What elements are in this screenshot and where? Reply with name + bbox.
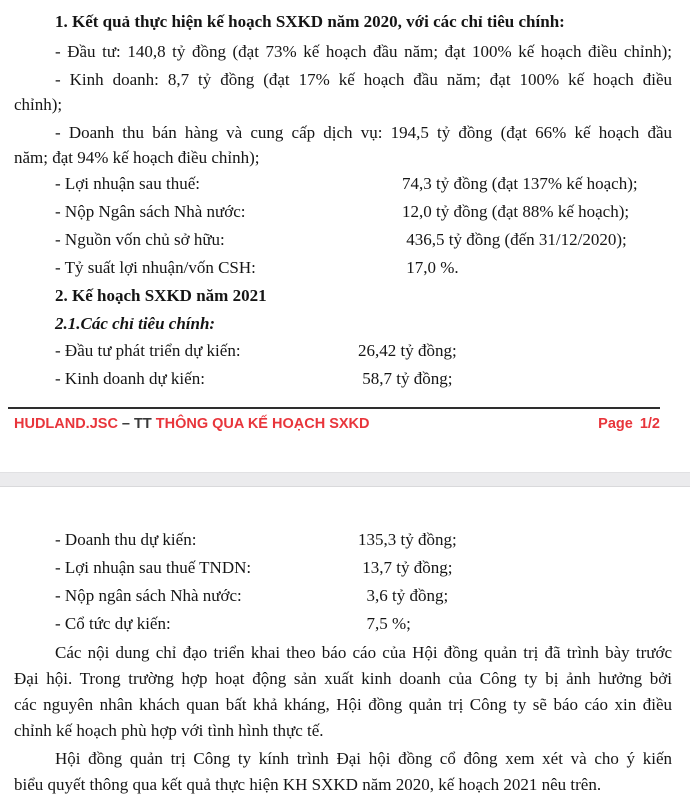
paragraph-line: biểu quyết thông qua kết quả thực hiện KH SXKD năm 2020, kế hoạch 2021 nêu trên. — [14, 775, 602, 794]
section-2-heading: 2. Kế hoạch SXKD năm 2021 — [55, 286, 267, 305]
metric-value: 74,3 tỷ đồng (đạt 137% kế hoạch); — [402, 174, 638, 193]
footer-doc-title: THÔNG QUA KẾ HOẠCH SXKD — [155, 416, 370, 432]
plan-value: 13,7 tỷ đồng; — [358, 558, 453, 577]
metric-value: 436,5 tỷ đồng (đến 31/12/2020); — [402, 230, 627, 249]
page-separator — [0, 472, 690, 487]
footer-rule — [8, 407, 660, 409]
paragraph-guidance — [14, 640, 672, 744]
paragraph-line: chỉnh kế hoạch phù hợp với tình hình thực tế. — [14, 721, 324, 740]
metric-label: - Nộp Ngân sách Nhà nước: — [55, 202, 246, 221]
plan-value: 7,5 %; — [358, 614, 411, 633]
metric-row — [14, 198, 672, 226]
metric-row — [14, 226, 672, 254]
paragraph-submission — [14, 746, 672, 798]
business-line-1: - Kinh doanh: 8,7 tỷ đồng (đạt 17% kế hoạch đầu năm; đạt 100% kế hoạch điều — [55, 70, 672, 89]
metric-label: - Lợi nhuận sau thuế: — [55, 174, 200, 193]
footer-company: HUDLAND.JSC — [14, 416, 118, 432]
plan-label: - Lợi nhuận sau thuế TNDN: — [55, 558, 252, 577]
paragraph-line: Đại hội. Trong trường hợp hoạt động sản xuất kinh doanh của Công ty bị ảnh hưởng bởi — [14, 669, 672, 688]
metric-row — [14, 170, 672, 198]
plan-value: 58,7 tỷ đồng; — [358, 369, 453, 388]
footer-page-value: 1/2 — [639, 416, 660, 432]
plan-row — [14, 526, 672, 554]
metric-label: - Tỷ suất lợi nhuận/vốn CSH: — [55, 258, 256, 277]
paragraph-line: Hội đồng quản trị Công ty kính trình Đại hội đồng cổ đông xem xét và cho ý kiến — [55, 749, 672, 768]
plan-row — [14, 337, 672, 365]
metric-label: - Nguồn vốn chủ sở hữu: — [55, 230, 225, 249]
plan-value: 26,42 tỷ đồng; — [358, 341, 457, 360]
plan-label: - Cổ tức dự kiến: — [55, 614, 171, 633]
plan-label: - Đầu tư phát triển dự kiến: — [55, 341, 241, 360]
investment-line: - Đầu tư: 140,8 tỷ đồng (đạt 73% kế hoạch đầu năm; đạt 100% kế hoạch điều chỉnh); — [55, 42, 672, 61]
footer-separator: – TT — [121, 416, 152, 432]
metric-value: 17,0 %. — [402, 258, 459, 277]
plan-row — [14, 365, 672, 393]
paragraph-line: các nguyên nhân khách quan bất khả kháng, Hội đồng quản trị Công ty sẽ báo cáo xin điều — [14, 695, 672, 714]
paragraph-line: Các nội dung chỉ đạo triển khai theo báo cáo của Hội đồng quản trị đã trình bày trước — [55, 643, 672, 662]
footer-page-number — [598, 416, 660, 432]
plan-value: 3,6 tỷ đồng; — [358, 586, 449, 605]
footer-doc-info — [14, 416, 369, 432]
metric-value: 12,0 tỷ đồng (đạt 88% kế hoạch); — [402, 202, 630, 221]
revenue-line-2: năm; đạt 94% kế hoạch điều chỉnh); — [14, 148, 260, 167]
plan-row — [14, 610, 672, 638]
footer-page-label: Page — [598, 416, 633, 432]
page-footer — [8, 407, 660, 432]
business-line-2: chỉnh); — [14, 95, 63, 114]
plan-label: - Nộp ngân sách Nhà nước: — [55, 586, 242, 605]
plan-value: 135,3 tỷ đồng; — [358, 530, 457, 549]
revenue-line-1: - Doanh thu bán hàng và cung cấp dịch vụ: 194,5 tỷ đồng (đạt 66% kế hoạch đầu — [55, 123, 672, 142]
section-2-1-heading: 2.1.Các chỉ tiêu chính: — [55, 314, 216, 333]
plan-row — [14, 582, 672, 610]
metric-row — [14, 254, 672, 282]
page-2 — [0, 487, 690, 798]
plan-label: - Kinh doanh dự kiến: — [55, 369, 205, 388]
plan-row — [14, 554, 672, 582]
plan-label: - Doanh thu dự kiến: — [55, 530, 197, 549]
section-1-heading: 1. Kết quả thực hiện kế hoạch SXKD năm 2020, với các chỉ tiêu chính: — [55, 12, 565, 31]
